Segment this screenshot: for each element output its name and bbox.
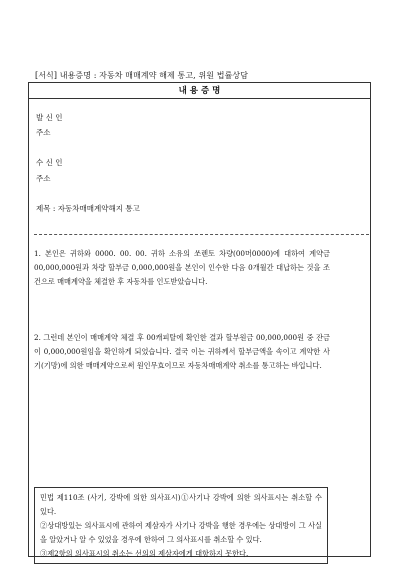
document-header: [서식] 내용증명 : 자동차 매매계약 해제 통고, 위원 법률상담 [35, 71, 249, 80]
recipient-address-label: 주소 [36, 174, 51, 183]
recipient-label: 수 신 인 [36, 158, 63, 167]
paragraph-2: 2. 그런데 본인이 매매계약 체결 후 00캐피탈에 확인한 결과 할부원금 00,000,000원 중 잔금이 0,000,000원임을 확인하게 되었습니다. 결국 이는 귀하께서 할부금액을 속이고 계약한 사기(기망)에 의한 매매계약으로써 원인무효이므로 자동차매매계약 취소를 통고하는 바입니다. [34, 333, 330, 370]
subject-line: 제목 : 자동차매매계약해지 통고 [36, 204, 140, 213]
document-frame [28, 82, 371, 557]
law-clause-2: ②상대방있는 의사표시에 관하여 제삼자가 사기나 강박을 행한 경우에는 상대방이 그 사실을 알았거나 알 수 있었을 경우에 한하여 그 의사표시를 취소할 수 있다. [40, 521, 322, 544]
document-title: 내 용 증 명 [29, 83, 370, 99]
separator-line [34, 234, 369, 235]
law-clause-3: ③제2항의 의사표시의 취소는 선의의 제삼자에게 대항하지 못한다. [40, 549, 249, 558]
sender-label: 발 신 인 [36, 113, 63, 122]
law-reference-box [34, 487, 328, 564]
sender-address-label: 주소 [36, 128, 51, 137]
law-clause-1: 민법 제110조 (사기, 강박에 의한 의사표시)①사기나 강박에 의한 의사표시는 취소할 수 있다. [40, 493, 322, 516]
paragraph-1: 1. 본인은 귀하와 0000. 00. 00. 귀하 소유의 쏘렌토 차량(00머0000)에 대하여 계약금 00,000,000원과 차량 할부금 0,000,000원을 본인이 인수한 다음 0개월간 대납하는 것을 조건으로 매매계약을 체결한 후 자동차를 인도받았습니다. [34, 249, 330, 286]
